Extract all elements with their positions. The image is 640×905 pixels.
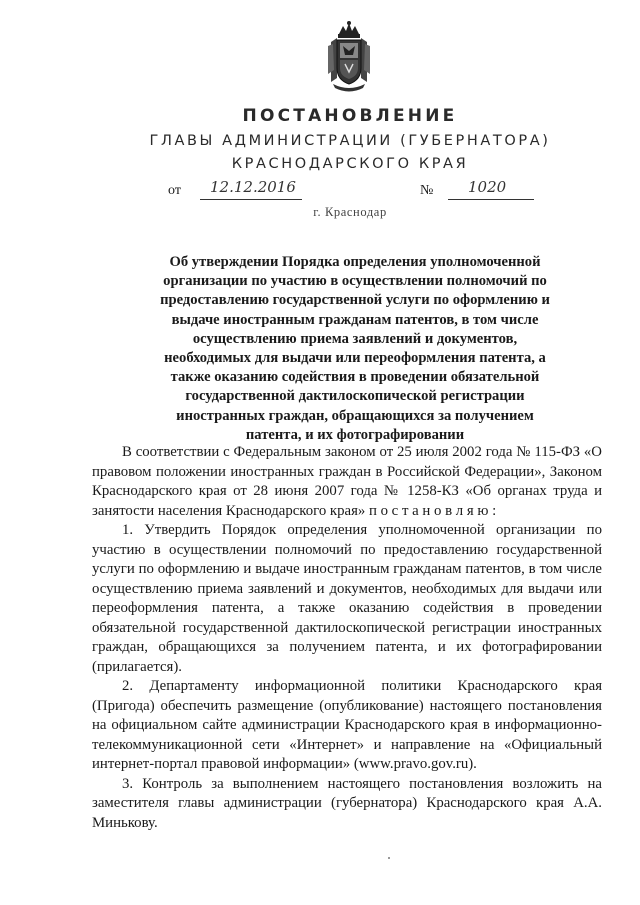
decree-title: Об утверждении Порядка определения уполномоченной организации по участию в осуществлении полномочий по предоставлению государственной услуги по оформлению и выдаче иностранным гражданам патентов, в том числе осуществлению приема заявлений и документов, необходимых для выдачи или переоформления патента, а также оказанию содействия в проведении обязательной государственной дактилоскопической регистрации иностранных граждан, обращающихся за получением патента, и их фотографировании (160, 254, 550, 443)
region-heading: КРАСНОДАРСКОГО КРАЯ (231, 156, 469, 172)
date-underline (200, 199, 302, 200)
number-underline (448, 199, 534, 200)
issuer-heading: ГЛАВЫ АДМИНИСТРАЦИИ (ГУБЕРНАТОРА) (149, 133, 551, 149)
clause-3-paragraph: 3. Контроль за выполнением настоящего постановления возложить на заместителя главы администрации (губернатора) Краснодарского края А.А. Минькову. (92, 775, 602, 831)
doc-type-heading: ПОСТАНОВЛЕНИЕ (242, 106, 458, 126)
city-label: г. Краснодар (313, 205, 387, 219)
coat-of-arms-icon (325, 20, 373, 94)
date-value: 12.12.2016 (210, 178, 296, 196)
number-value: 1020 (468, 178, 507, 196)
clause-1-paragraph: 1. Утвердить Порядок определения уполномоченной организации по участию в осуществлении полномочий по предоставлению государственной услуги по оформлению и выдаче иностранным гражданам патентов, в том числе осуществлению приема заявлений и документов, необходимых для выдачи или переоформления патента, а также оказанию содействия в проведении обязательной государственной дактилоскопической регистрации иностранных граждан, обращающихся за получением патента, и их фотографировании (прилагается). (92, 522, 602, 675)
scan-speck (388, 857, 390, 859)
decree-body (92, 443, 602, 833)
preamble-paragraph: В соответствии с Федеральным законом от 25 июля 2002 года № 115-ФЗ «О правовом положении иностранных граждан в Российской Федерации», Законом Краснодарского края от 28 июня 2007 года № 1258-КЗ «Об органах труда и занятости населения Краснодарского края» п о с т а н о в л я ю : (92, 444, 602, 519)
date-label: от (168, 183, 181, 198)
number-label: № (420, 183, 434, 198)
clause-2-paragraph: 2. Департаменту информационной политики Краснодарского края (Пригода) обеспечить размещение (опубликование) настоящего постановления на официальном сайте администрации Краснодарского края в информационно-телекоммуникационной сети «Интернет» и направление на «Официальный интернет-портал правовой информации» (www.pravo.gov.ru). (92, 678, 602, 772)
